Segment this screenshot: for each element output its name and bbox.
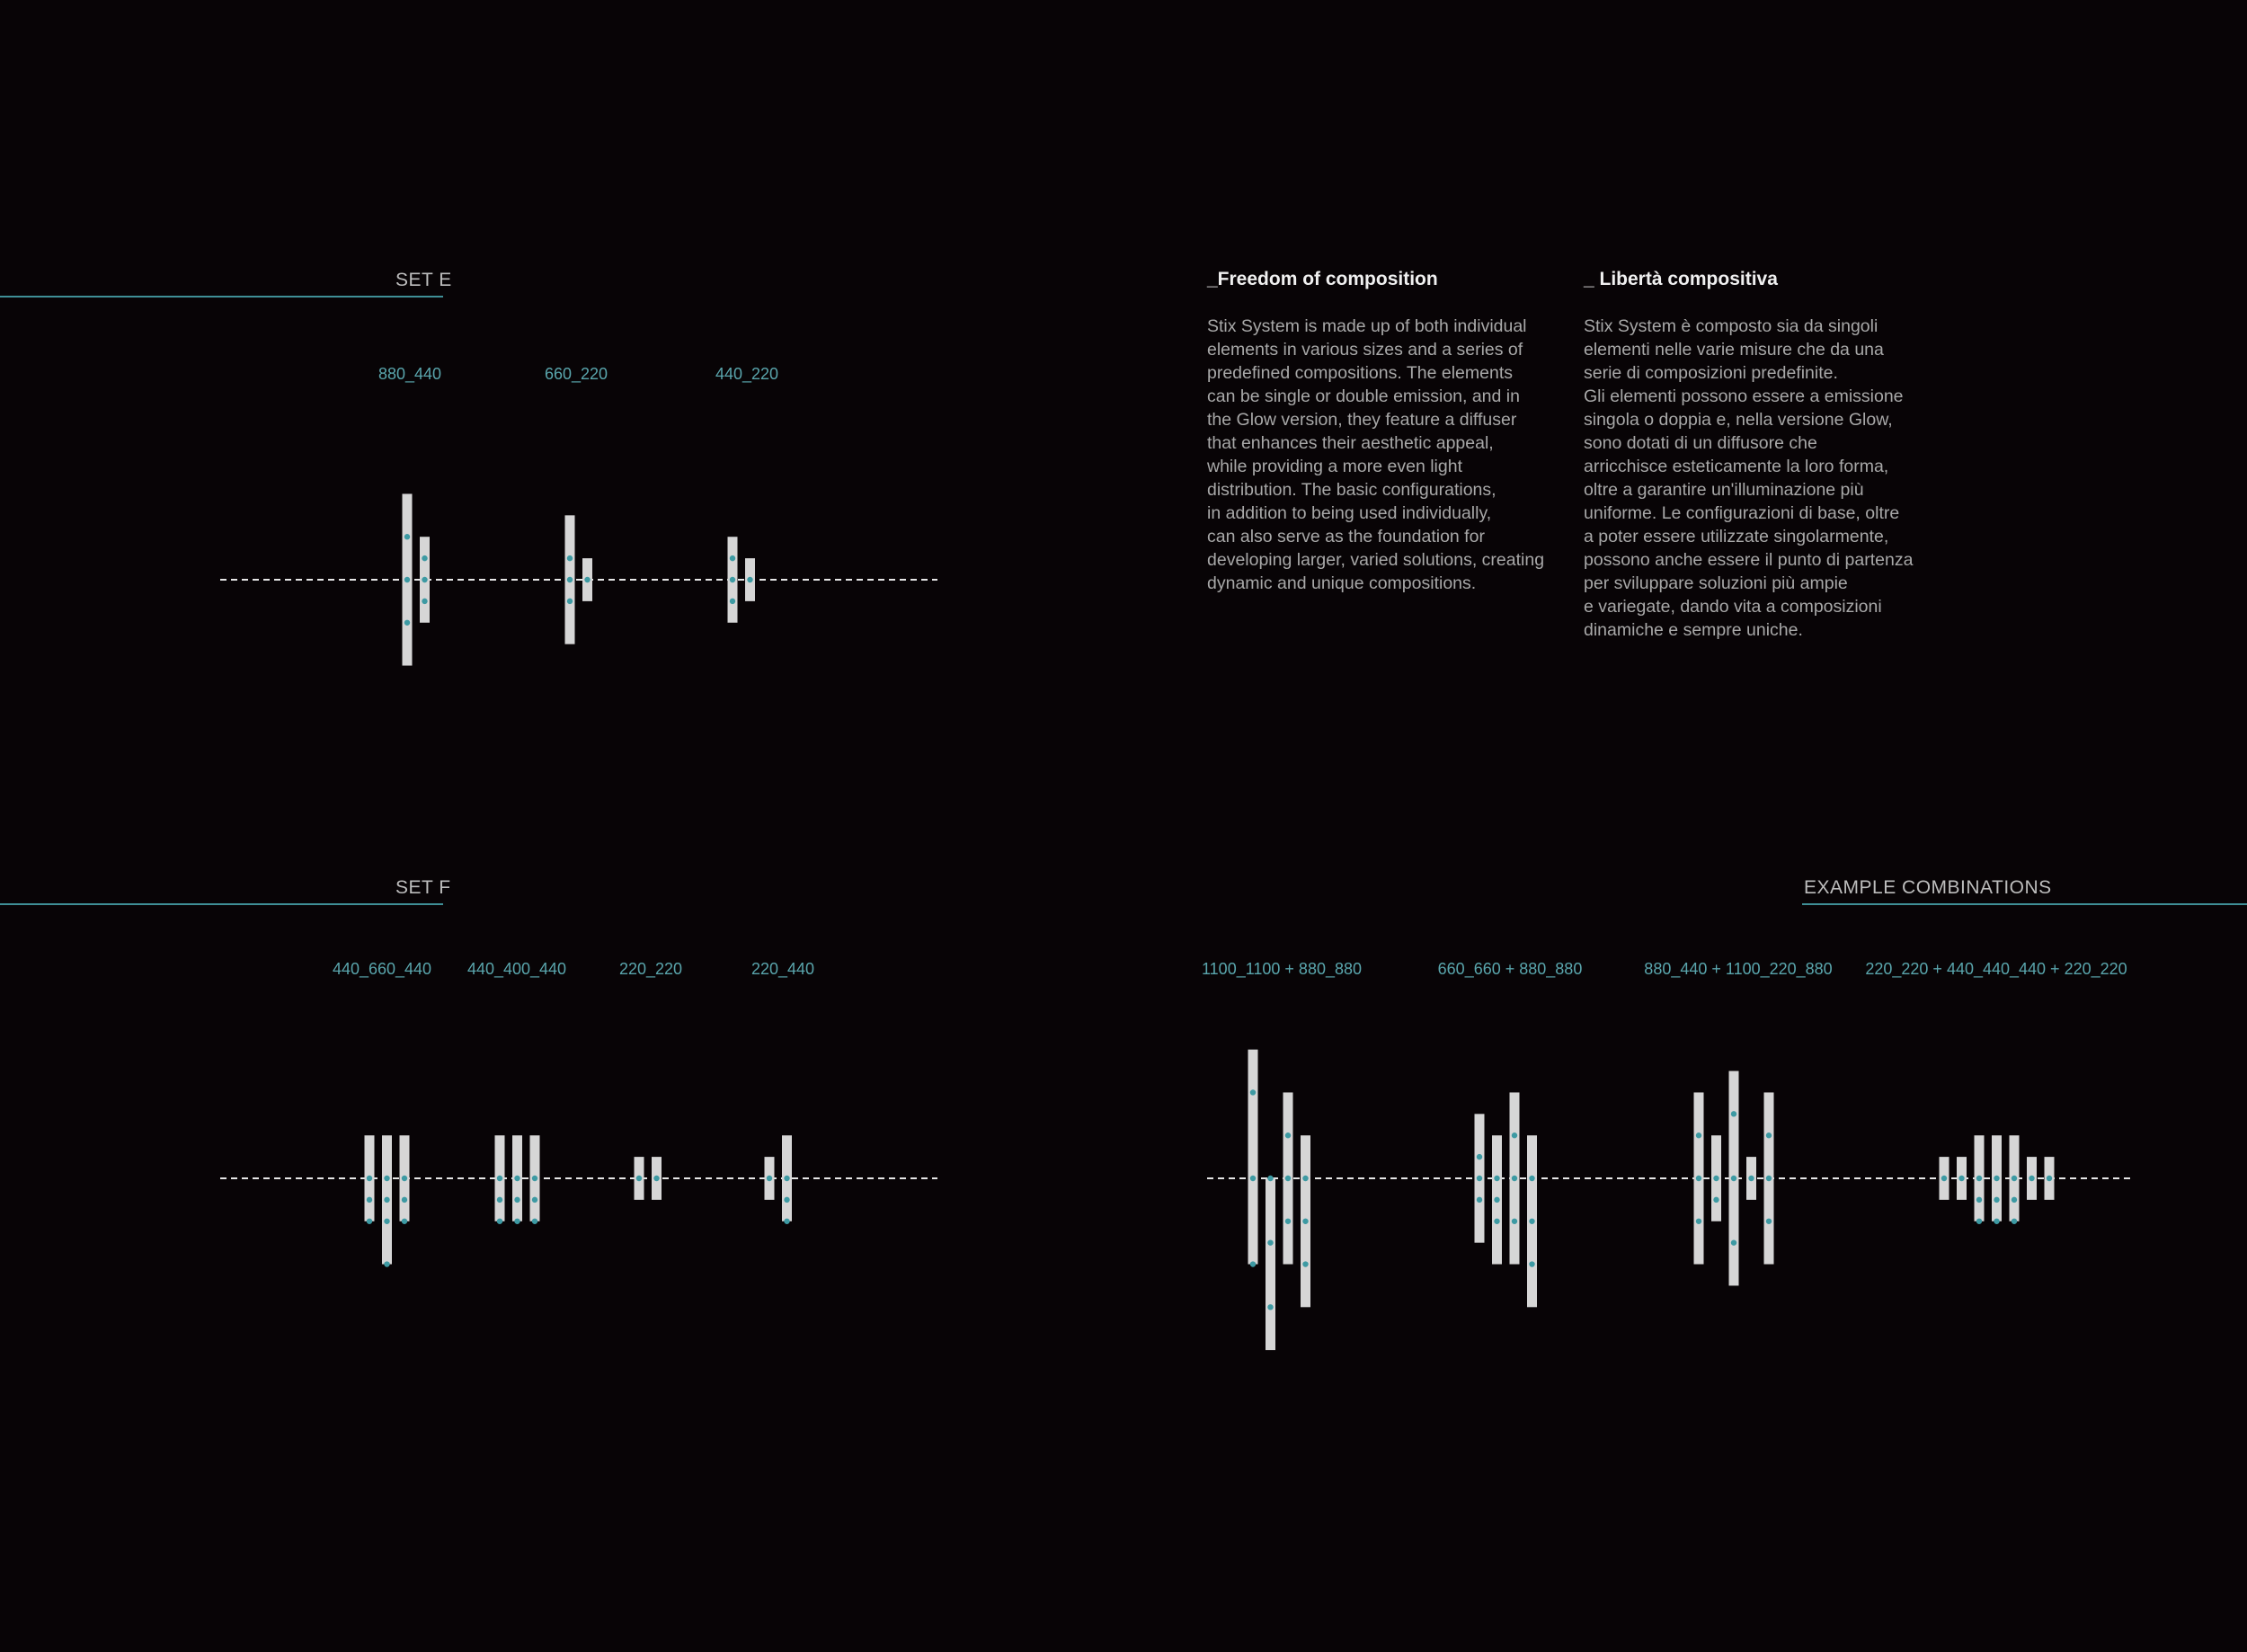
set-e-item-3-bar-2-led-1	[747, 577, 752, 582]
example-item-4-bar-5-led-3	[2012, 1219, 2017, 1224]
set-f-item-2-bar-2-led-2	[514, 1197, 520, 1203]
set-f-item-3-bar-2-led-1	[653, 1176, 659, 1181]
example-compositions	[1248, 1050, 2055, 1350]
set-e-title: SET E	[395, 270, 452, 290]
set-e-item-2-bar-1-led-2	[567, 577, 573, 582]
example-item-3-bar-5-led-1	[1766, 1132, 1772, 1138]
example-item-3-bar-3-led-3	[1731, 1239, 1736, 1245]
example-item-4-bar-4-led-2	[1994, 1197, 1999, 1203]
intro-en-heading: _Freedom of composition	[1207, 269, 1438, 289]
set-f-item-4-bar-2-led-2	[784, 1197, 789, 1203]
set-e-item-2-bar-2-led-1	[584, 577, 590, 582]
example-item-1-bar-3-led-3	[1285, 1219, 1291, 1224]
intro-it-text: Stix System è composto sia da singoli elementi nelle varie misure che da una serie di composizioni predefinite. Gli elementi possono essere a emissione singola o doppia e, nella versione Glow, sono dotati di un diffusore che arricchisce esteticamente la loro forma, oltre a garantire un'illuminazione più uniforme. Le configurazioni di base, oltre a poter essere utilizzate singolarmente, possono anche essere il punto di partenza per sviluppare soluzioni più ampie e variegate, dando vita a composizioni dinamiche e sempre uniche.	[1584, 316, 1914, 640]
set-f-item-2-bar-1-led-3	[497, 1219, 502, 1224]
set-f-compositions	[365, 1135, 793, 1267]
set-f-item-1-bar-3-led-2	[402, 1197, 407, 1203]
set-f-item-4-bar-1-led-1	[767, 1176, 772, 1181]
example-item-2-bar-4-led-3	[1529, 1261, 1534, 1266]
example-item-2-bar-1-led-3	[1477, 1197, 1482, 1203]
example-item-4-bar-3-led-1	[1976, 1176, 1982, 1181]
example-item-1-bar-4-led-1	[1302, 1176, 1308, 1181]
example-item-2-bar-2-led-3	[1494, 1219, 1499, 1224]
set-f-item-2-bar-1-led-1	[497, 1176, 502, 1181]
set-f-item-1-bar-3-led-1	[402, 1176, 407, 1181]
set-e-item-1-bar-1-led-1	[404, 534, 410, 539]
example-item-3-bar-2-led-1	[1713, 1176, 1719, 1181]
example-item-4-bar-5-led-1	[2012, 1176, 2017, 1181]
set-f-item-4-bar-2-led-1	[784, 1176, 789, 1181]
set-f-item-2-bar-3-led-1	[532, 1176, 537, 1181]
example-item-1-bar-4-led-2	[1302, 1219, 1308, 1224]
set-f-item-2-bar-3-led-2	[532, 1197, 537, 1203]
example-item-2-bar-2-led-2	[1494, 1197, 1499, 1203]
example-item-1-bar-1	[1248, 1050, 1258, 1265]
set-f-item-1-bar-2-led-3	[384, 1219, 389, 1224]
set-e-label-1: 880_440	[377, 365, 442, 383]
set-e-item-1-bar-1-led-3	[404, 620, 410, 626]
example-item-2-bar-4-led-2	[1529, 1219, 1534, 1224]
example-item-4-bar-5-led-2	[2012, 1197, 2017, 1203]
example-item-3-bar-5-led-3	[1766, 1219, 1772, 1224]
example-item-2-bar-1-led-1	[1477, 1154, 1482, 1159]
example-item-1-bar-2-led-1	[1267, 1176, 1273, 1181]
example-item-3-bar-3-led-2	[1731, 1176, 1736, 1181]
example-item-1-bar-4-led-3	[1302, 1261, 1308, 1266]
example-item-1-bar-3-led-1	[1285, 1132, 1291, 1138]
example-item-4-bar-3-led-2	[1976, 1197, 1982, 1203]
set-e-item-3-bar-1-led-3	[730, 599, 735, 604]
example-item-3-bar-1-led-1	[1696, 1132, 1701, 1138]
example-item-1-bar-1-led-3	[1250, 1261, 1256, 1266]
example-item-2-bar-3-led-1	[1512, 1132, 1517, 1138]
example-item-1-bar-2-led-2	[1267, 1239, 1273, 1245]
example-label-4: 220_220 + 440_440_440 + 220_220	[1865, 960, 2127, 978]
example-item-3-bar-3-led-1	[1731, 1111, 1736, 1116]
example-item-1-bar-3-led-2	[1285, 1176, 1291, 1181]
set-f-item-1-bar-1-led-2	[367, 1197, 372, 1203]
example-item-3-bar-1-led-3	[1696, 1219, 1701, 1224]
example-item-4-bar-4-led-3	[1994, 1219, 1999, 1224]
example-item-3-bar-5-led-2	[1766, 1176, 1772, 1181]
set-e-item-1-bar-2-led-2	[422, 577, 427, 582]
example-label-1: 1100_1100 + 880_880	[1201, 960, 1363, 978]
set-e-item-3-bar-1-led-1	[730, 555, 735, 561]
set-f-item-2-bar-2-led-3	[514, 1219, 520, 1224]
example-item-4-bar-3-led-3	[1976, 1219, 1982, 1224]
set-f-title: SET F	[395, 877, 451, 898]
example-item-2-bar-4-led-1	[1529, 1176, 1534, 1181]
intro-it-heading: _ Libertà compositiva	[1584, 269, 1778, 289]
examples-title: EXAMPLE COMBINATIONS	[1804, 877, 2052, 898]
set-f-item-3-bar-1-led-1	[636, 1176, 642, 1181]
example-item-2-bar-3-led-3	[1512, 1219, 1517, 1224]
example-item-2-bar-1-led-2	[1477, 1176, 1482, 1181]
example-item-4-bar-2-led-1	[1958, 1176, 1964, 1181]
example-item-4-bar-6-led-1	[2029, 1176, 2034, 1181]
example-item-3-bar-2-led-2	[1713, 1197, 1719, 1203]
set-f-item-1-bar-1-led-1	[367, 1176, 372, 1181]
set-f-item-2-bar-2-led-1	[514, 1176, 520, 1181]
set-f-label-4: 220_440	[750, 960, 815, 978]
example-item-4-bar-7-led-1	[2047, 1176, 2052, 1181]
set-f-label-2: 440_400_440	[466, 960, 567, 978]
set-f-item-2-bar-3-led-3	[532, 1219, 537, 1224]
example-item-4-bar-1-led-1	[1941, 1176, 1947, 1181]
set-f-label-1: 440_660_440	[332, 960, 432, 978]
example-item-4-bar-4-led-1	[1994, 1176, 1999, 1181]
set-f-label-3: 220_220	[618, 960, 683, 978]
example-item-1-bar-1-led-2	[1250, 1176, 1256, 1181]
set-f-item-1-bar-2-led-1	[384, 1176, 389, 1181]
set-f-item-1-bar-1-led-3	[367, 1219, 372, 1224]
example-item-1-bar-2	[1266, 1178, 1275, 1350]
set-f-item-2-bar-1-led-2	[497, 1197, 502, 1203]
set-e-label-3: 440_220	[715, 365, 779, 383]
example-item-1-bar-1-led-1	[1250, 1089, 1256, 1095]
set-e-item-1-bar-2-led-1	[422, 555, 427, 561]
set-f-item-1-bar-2-led-2	[384, 1197, 389, 1203]
example-item-3-bar-1-led-2	[1696, 1176, 1701, 1181]
set-e-item-2-bar-1-led-1	[567, 555, 573, 561]
example-item-2-bar-3-led-2	[1512, 1176, 1517, 1181]
set-e-item-2-bar-1-led-3	[567, 599, 573, 604]
example-label-2: 660_660 + 880_880	[1437, 960, 1583, 978]
example-item-3-bar-4-led-1	[1748, 1176, 1754, 1181]
set-e-item-1-bar-2-led-3	[422, 599, 427, 604]
example-item-1-bar-2-led-3	[1267, 1304, 1273, 1310]
example-item-2-bar-2-led-1	[1494, 1176, 1499, 1181]
example-label-3: 880_440 + 1100_220_880	[1644, 960, 1833, 978]
intro-en-text: Stix System is made up of both individual elements in various sizes and a series of predefined compositions. The elements can be single or double emission, and in the Glow version, they feature a diffuser that enhances their aesthetic appeal, while providing a more even light distribution. The basic configurations, in addition to being used individually, can also serve as the foundation for developing larger, varied solutions, creating dynamic and unique compositions.	[1207, 316, 1545, 593]
set-e-item-1-bar-1-led-2	[404, 577, 410, 582]
set-e-item-3-bar-1-led-2	[730, 577, 735, 582]
set-e-label-2: 660_220	[544, 365, 608, 383]
set-f-item-1-bar-3-led-3	[402, 1219, 407, 1224]
set-f-item-1-bar-2-led-4	[384, 1261, 389, 1266]
set-f-item-4-bar-2-led-3	[784, 1219, 789, 1224]
